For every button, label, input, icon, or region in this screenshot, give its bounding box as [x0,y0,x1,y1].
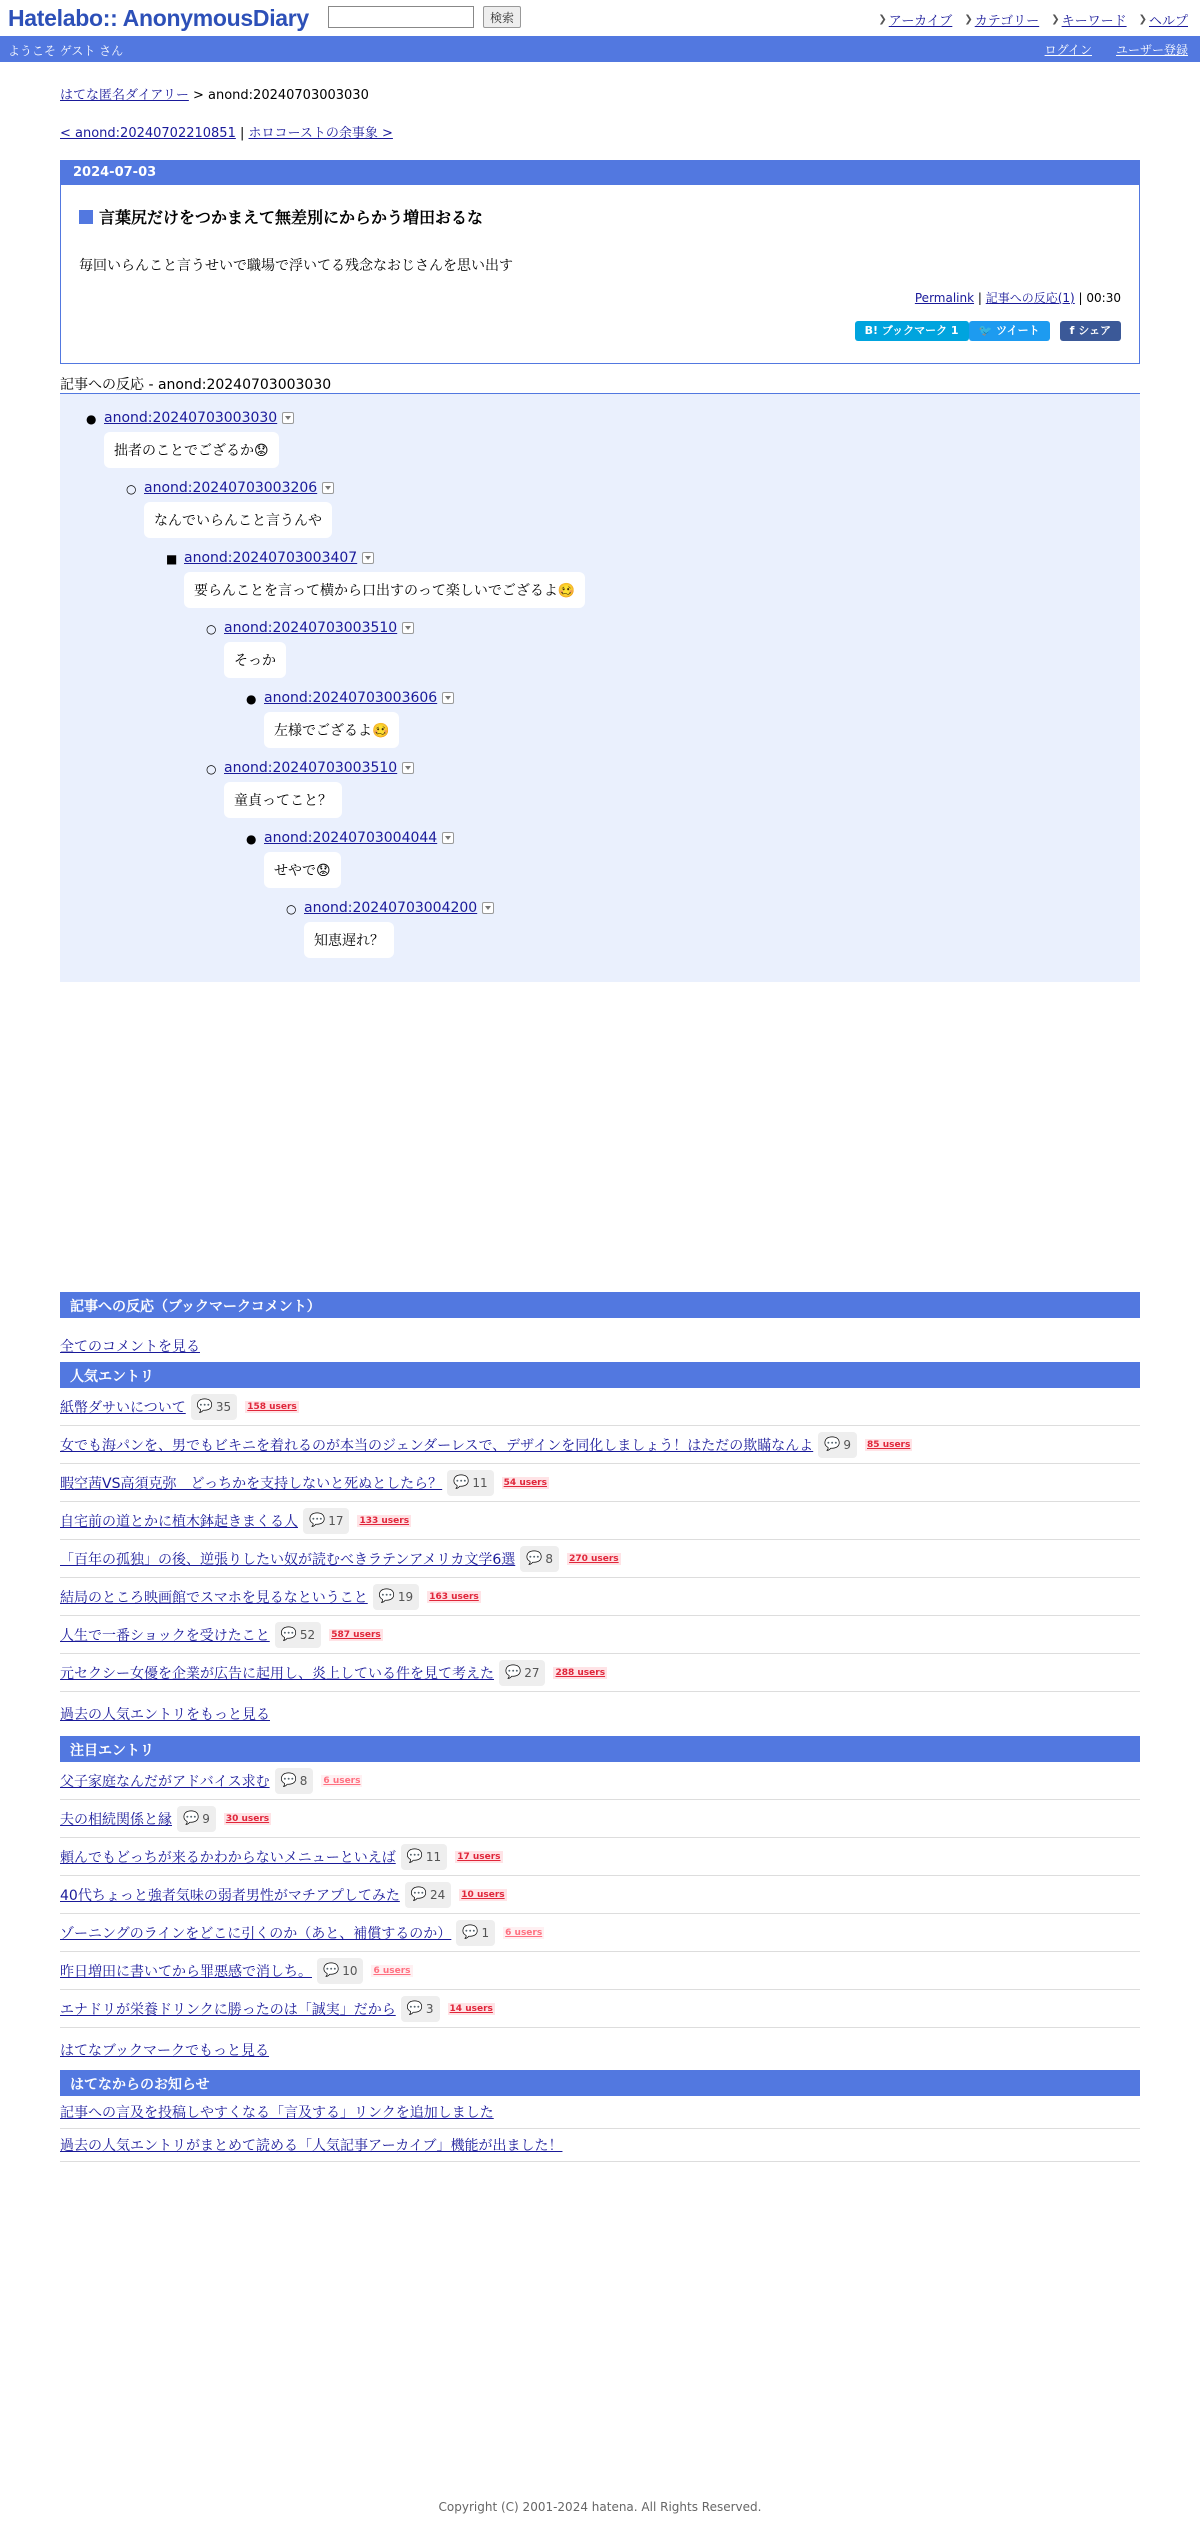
more-bookmark-link[interactable]: はてなブックマークでもっと見る [60,2043,270,2059]
reaction-node [86,410,294,468]
reaction-node [166,550,585,608]
comment-count-value: 11 [472,1475,488,1490]
comment-icon: 💬 [462,1925,479,1940]
bookmark-users-link[interactable]: 14 users [449,2003,493,2014]
nav-archive-link[interactable]: アーカイブ [888,14,953,29]
reaction-node [206,620,414,678]
comment-icon: 💬 [824,1437,841,1452]
search-form [328,6,521,28]
dropdown-icon[interactable] [402,622,414,634]
reaction-node [246,690,454,748]
dropdown-icon[interactable] [322,482,334,494]
comment-count-value: 3 [425,2001,434,2016]
bookmark-users-link[interactable]: 85 users [867,1439,911,1450]
comment-count-value: 19 [397,1589,414,1604]
list-bullet: ○ [206,622,217,636]
notices-heading: はてなからのお知らせ [60,2070,1140,2096]
nav-archive[interactable] [878,10,952,29]
tweet-label: ツイート [996,324,1040,337]
account-links [1045,41,1188,58]
notice-item [60,2096,1140,2129]
comment-icon: 💬 [280,1773,297,1788]
entry-meta: Permalink | 記事への反応(1) | 00:30 [914,291,1121,305]
comment-count[interactable] [317,1958,363,1984]
entry-title [79,205,483,228]
site-header [0,0,1200,36]
reaction-text: 知恵遅れ？ [304,922,394,958]
reaction-text: 拙者のことでござるか😟 [104,432,279,468]
facebook-icon: f [1069,324,1079,337]
reactions-heading: 記事への反応 - anond:20240703003030 [60,374,1140,394]
comment-icon: 💬 [406,2001,423,2016]
bookmark-users-link[interactable]: 6 users [505,1927,543,1938]
welcome-text: ようこそ ゲスト さん [8,44,124,58]
reactions-count-link[interactable]: 記事への反応(1) [985,291,1075,305]
comment-count[interactable] [373,1584,419,1610]
comment-count[interactable] [275,1768,314,1794]
comment-count[interactable] [447,1470,493,1496]
login-link[interactable]: ログイン [1044,43,1092,57]
comment-icon: 💬 [505,1665,522,1680]
comment-icon: 💬 [453,1475,470,1490]
comment-count-value: 17 [328,1513,344,1528]
entry-time: 00:30 [1086,291,1121,305]
reaction-text: 左様でござるよ🥴 [264,712,399,748]
comment-icon: 💬 [406,1849,423,1864]
featured-entries-heading: 注目エントリ [60,1736,1140,1762]
bookmark-users-link[interactable]: 6 users [373,1965,411,1976]
search-button[interactable]: 検索 [483,6,521,28]
entry-link[interactable]: 元セクシー女優を企業が広告に起用し、炎上している件を見て考えた [60,1665,494,1682]
reaction-link[interactable]: anond:20240703003206 [144,480,318,496]
comment-count-value: 35 [215,1399,232,1414]
comment-count-value: 8 [299,1773,308,1788]
dropdown-icon[interactable] [482,902,494,914]
featured-entry [60,1952,1140,1990]
popular-entry [60,1502,1140,1540]
hatena-bookmark-button[interactable]: B! ブックマーク 1 [855,321,969,341]
entry-date: 2024-07-03 [61,161,1139,185]
entry-link[interactable]: 結局のところ映画館でスマホを見るなということ [60,1589,368,1606]
featured-entry [60,1838,1140,1876]
entry-link[interactable]: エナドリが栄養ドリンクに勝ったのは「誠実」だから [60,2001,396,2018]
comment-count[interactable] [275,1622,321,1648]
nav-category[interactable] [964,10,1039,29]
reaction-text: 童貞ってこと？ [224,782,342,818]
comment-count-value: 10 [342,1963,358,1978]
dropdown-icon[interactable] [442,832,454,844]
bookmark-users-link[interactable]: 17 users [457,1851,501,1862]
entry-link[interactable]: 「百年の孤独」の後、逆張りしたい奴が読むべきラテンアメリカ文学6選 [60,1551,516,1568]
nav-category-link[interactable]: カテゴリー [974,14,1040,29]
site-logo[interactable]: Hatelabo:: AnonymousDiary [8,5,309,31]
title-square-icon [79,210,93,224]
comment-icon: 💬 [280,1627,297,1642]
comment-count[interactable] [405,1882,451,1908]
all-comments-link[interactable]: 全てのコメントを見る [60,1339,200,1355]
list-bullet: ● [246,832,257,846]
dropdown-icon[interactable] [442,692,454,704]
entry-link[interactable]: ゾーニングのラインをどこに引くのか（あと、補償するのか） [60,1925,452,1942]
entry-body: 毎回いらんこと言うせいで職場で浮いてる残念なおじさんを思い出す [79,258,513,274]
reaction-link[interactable]: anond:20240703003030 [104,410,278,426]
bookmark-users-link[interactable]: 288 users [555,1667,606,1678]
entry-link[interactable]: 人生で一番ショックを受けたこと [60,1627,270,1644]
reaction-text: なんでいらんこと言うんや [144,502,332,538]
nav-keyword[interactable] [1051,10,1126,29]
comment-icon: 💬 [323,1963,340,1978]
featured-entry [60,1800,1140,1838]
featured-entry [60,1914,1140,1952]
nav-keyword-link[interactable]: キーワード [1061,14,1127,29]
bookmark-users-link[interactable]: 587 users [331,1629,381,1640]
popular-entries-heading: 人気エントリ [60,1362,1140,1388]
bookmark-users-link[interactable]: 10 users [461,1889,505,1900]
comment-count-value: 1 [481,1925,490,1940]
bookmark-users-link[interactable]: 30 users [225,1813,270,1824]
reaction-text: そっか [224,642,286,678]
share-buttons [855,321,1121,341]
breadcrumb [60,84,369,103]
reaction-node [126,480,334,538]
entry-link[interactable]: 父子家庭なんだがアドバイス求む [60,1773,270,1790]
notice-item [60,2129,1140,2162]
reaction-link[interactable]: anond:20240703003606 [264,690,438,706]
nav-help-link[interactable]: ヘルプ [1148,14,1188,29]
diary-entry [60,160,1140,364]
entry-link[interactable]: 女でも海パンを、男でもビキニを着れるのが本当のジェンダーレスで、デザインを同化しましょう！はただの欺瞞なんよ [60,1437,814,1454]
popular-entry [60,1540,1140,1578]
reaction-tree [60,394,1140,982]
comment-count[interactable] [401,1844,447,1870]
dropdown-icon[interactable] [362,552,374,564]
prev-next-separator: | [235,126,249,141]
chevron-right-icon: ❯ [878,14,887,25]
bookmark-users-link[interactable]: 133 users [359,1515,410,1526]
comment-icon: 💬 [410,1887,428,1902]
comment-count-value: 27 [524,1665,540,1680]
list-bullet: ● [86,412,97,426]
list-bullet: ■ [166,552,178,566]
reaction-link[interactable]: anond:20240703003510 [224,760,398,776]
comment-count[interactable] [520,1546,559,1572]
entry-link[interactable]: 頼んでもどっちが来るかわからないメニューといえば [60,1849,396,1866]
footer-copyright: Copyright (C) 2001-2024 hatena. All Rights Reserved. [438,2500,762,2514]
comment-count-value: 11 [425,1849,442,1864]
comment-count-value: 24 [430,1887,446,1902]
more-popular-link[interactable]: 過去の人気エントリをもっと見る [60,1707,270,1723]
comment-count[interactable] [177,1806,216,1832]
reaction-link[interactable]: anond:20240703004200 [304,900,478,916]
reaction-node [286,900,494,958]
comment-icon: 💬 [526,1551,543,1566]
popular-entry [60,1578,1140,1616]
chevron-right-icon: ❯ [1138,14,1147,25]
reaction-link[interactable]: anond:20240703004044 [264,830,438,846]
comment-count-value: 52 [299,1627,316,1642]
comment-icon: 💬 [183,1811,200,1826]
reaction-text: 要らんことを言って横から口出すのって楽しいでござるよ🥴 [184,572,585,608]
chevron-right-icon: ❯ [964,14,973,25]
bookmark-users-link[interactable]: 6 users [323,1775,361,1786]
dropdown-icon[interactable] [282,412,294,424]
nav-help[interactable] [1139,10,1188,29]
entry-link[interactable]: 自宅前の道とかに植木鉢起きまくる人 [60,1513,298,1530]
popular-entry [60,1616,1140,1654]
notice-link[interactable]: 過去の人気エントリがまとめて読める「人気記事アーカイブ」機能が出ました！ [60,2138,563,2154]
comment-count[interactable] [818,1432,857,1458]
reaction-node [246,830,454,888]
popular-entry [60,1654,1140,1692]
reaction-link[interactable]: anond:20240703003510 [224,620,398,636]
prev-next-nav [60,122,393,141]
comment-icon: 💬 [378,1589,395,1604]
breadcrumb-current: anond:20240703003030 [208,88,369,103]
reaction-node [206,760,414,818]
comment-icon: 💬 [309,1513,326,1528]
comment-count[interactable] [401,1996,440,2022]
entry-title-text: 言葉尻だけをつかまえて無差別にからかう増田おるな [99,208,484,227]
entry-link[interactable]: 夫の相続関係と縁 [60,1811,172,1828]
register-link[interactable]: ユーザー登録 [1115,43,1188,57]
featured-entry [60,1762,1140,1800]
bookmark-comments-heading: 記事への反応（ブックマークコメント） [60,1292,1140,1318]
bookmark-users-link[interactable]: 163 users [429,1591,479,1602]
bookmark-users-link[interactable]: 158 users [247,1401,297,1412]
permalink-link[interactable]: Permalink [914,291,975,305]
twitter-icon: 🐦 [978,324,997,337]
popular-entry [60,1388,1140,1426]
reaction-text: せやで😟 [264,852,341,888]
header-nav [878,10,1188,29]
chevron-right-icon: ❯ [1051,14,1060,25]
comment-count-value: 8 [545,1551,554,1566]
list-bullet: ○ [206,762,217,776]
facebook-share-button[interactable] [1060,321,1121,341]
prev-entry-link[interactable]: < anond:20240702210851 [60,126,236,141]
dropdown-icon[interactable] [402,762,414,774]
popular-entry [60,1464,1140,1502]
notice-link[interactable]: 記事への言及を投稿しやすくなる「言及する」リンクを追加しました [60,2105,494,2121]
search-input[interactable] [328,6,474,28]
breadcrumb-home[interactable]: はてな匿名ダイアリー [60,88,189,103]
comment-count[interactable] [303,1508,349,1534]
list-bullet: ○ [286,902,297,916]
comment-count[interactable] [191,1394,237,1420]
entry-link[interactable]: 暇空茜VS高須克弥 どっちかを支持しないと死ぬとしたら？ [60,1475,443,1492]
list-bullet: ○ [126,482,137,496]
popular-entry [60,1426,1140,1464]
featured-entry [60,1876,1140,1914]
bookmark-users-link[interactable]: 270 users [569,1553,619,1564]
bookmark-users-link[interactable]: 54 users [503,1477,547,1488]
list-bullet: ● [246,692,257,706]
share-label: シェア [1078,324,1111,337]
breadcrumb-separator: > [188,88,209,103]
comment-icon: 💬 [196,1399,213,1414]
entry-link[interactable]: 紙幣ダサいについて [60,1399,186,1416]
next-entry-link[interactable]: ホロコーストの余事象 > [248,126,393,141]
comment-count[interactable] [456,1920,495,1946]
entry-link[interactable]: 40代ちょっと強者気味の弱者男性がマチアプしてみた [60,1887,400,1904]
comment-count[interactable] [499,1660,545,1686]
comment-count-value: 9 [843,1437,852,1452]
tweet-button[interactable] [969,321,1050,341]
comment-count-value: 9 [202,1811,210,1826]
entry-link[interactable]: 昨日増田に書いてから罪悪感で消しち。 [60,1963,312,1980]
reaction-link[interactable]: anond:20240703003407 [184,550,358,566]
user-bar [0,36,1200,62]
featured-entry [60,1990,1140,2028]
